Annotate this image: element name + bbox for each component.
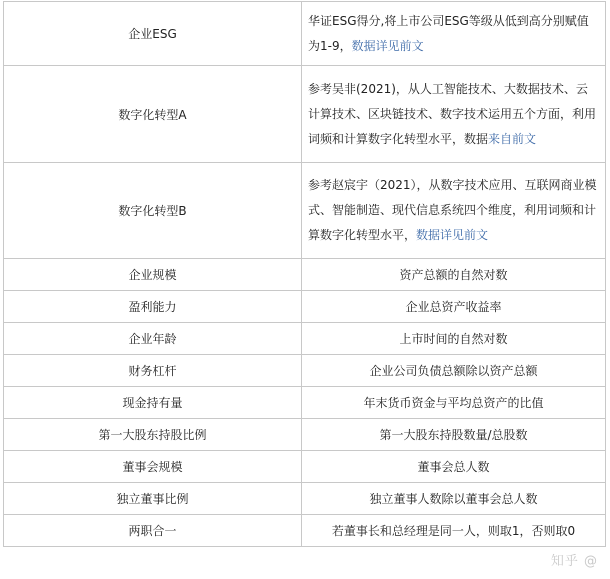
table-row [4, 163, 606, 259]
variable-name: 两职合一 [4, 515, 302, 547]
variable-name: 财务杠杆 [4, 355, 302, 387]
variable-name: 独立董事比例 [4, 483, 302, 515]
variable-description: 上市时间的自然对数 [302, 323, 606, 355]
table-row [4, 291, 606, 323]
variable-description: 若董事长和总经理是同一人，则取1，否则取0 [302, 515, 606, 547]
variable-description: 第一大股东持股数量/总股数 [302, 419, 606, 451]
table-row [4, 483, 606, 515]
variable-description [302, 66, 606, 163]
table-row [4, 419, 606, 451]
table-row [4, 66, 606, 163]
variable-description: 董事会总人数 [302, 451, 606, 483]
variable-name: 第一大股东持股比例 [4, 419, 302, 451]
description-text: 参考吴非(2021)，从人工智能技术、大数据技术、云计算技术、区块链技术、数字技术运用五个方面，利用词频和计算数字化转型水平，数据 [308, 81, 597, 146]
variable-name: 数字化转型B [4, 163, 302, 259]
variable-description: 企业总资产收益率 [302, 291, 606, 323]
table-row [4, 259, 606, 291]
variable-name: 企业年龄 [4, 323, 302, 355]
table-row [4, 387, 606, 419]
description-link[interactable]: 数据详见前文 [416, 228, 489, 242]
description-text: 华证ESG得分,将上市公司ESG等级从低到高分别赋值为1-9， [308, 13, 589, 53]
table-row [4, 2, 606, 66]
variable-name: 董事会规模 [4, 451, 302, 483]
watermark: 知乎 @ [550, 554, 598, 569]
variable-description: 独立董事人数除以董事会总人数 [302, 483, 606, 515]
variable-description: 资产总额的自然对数 [302, 259, 606, 291]
variable-name: 现金持有量 [4, 387, 302, 419]
variable-name: 数字化转型A [4, 66, 302, 163]
variable-name: 盈利能力 [4, 291, 302, 323]
variable-name: 企业规模 [4, 259, 302, 291]
description-link[interactable]: 数据详见前文 [351, 38, 424, 53]
variable-description: 企业公司负债总额除以资产总额 [302, 355, 606, 387]
description-link[interactable]: 来自前文 [488, 131, 537, 146]
variable-definition-table [3, 1, 606, 547]
table-row [4, 515, 606, 547]
table-row [4, 355, 606, 387]
description-text: 参考赵宸宇（2021），从数字技术应用、互联网商业模式、智能制造、现代信息系统四个维度，利用词频和计算数字化转型水平， [308, 178, 597, 242]
table-row [4, 323, 606, 355]
variable-description [302, 163, 606, 259]
table-row [4, 451, 606, 483]
variable-name: 企业ESG [4, 2, 302, 66]
variable-description: 年末货币资金与平均总资产的比值 [302, 387, 606, 419]
variable-description [302, 2, 606, 66]
